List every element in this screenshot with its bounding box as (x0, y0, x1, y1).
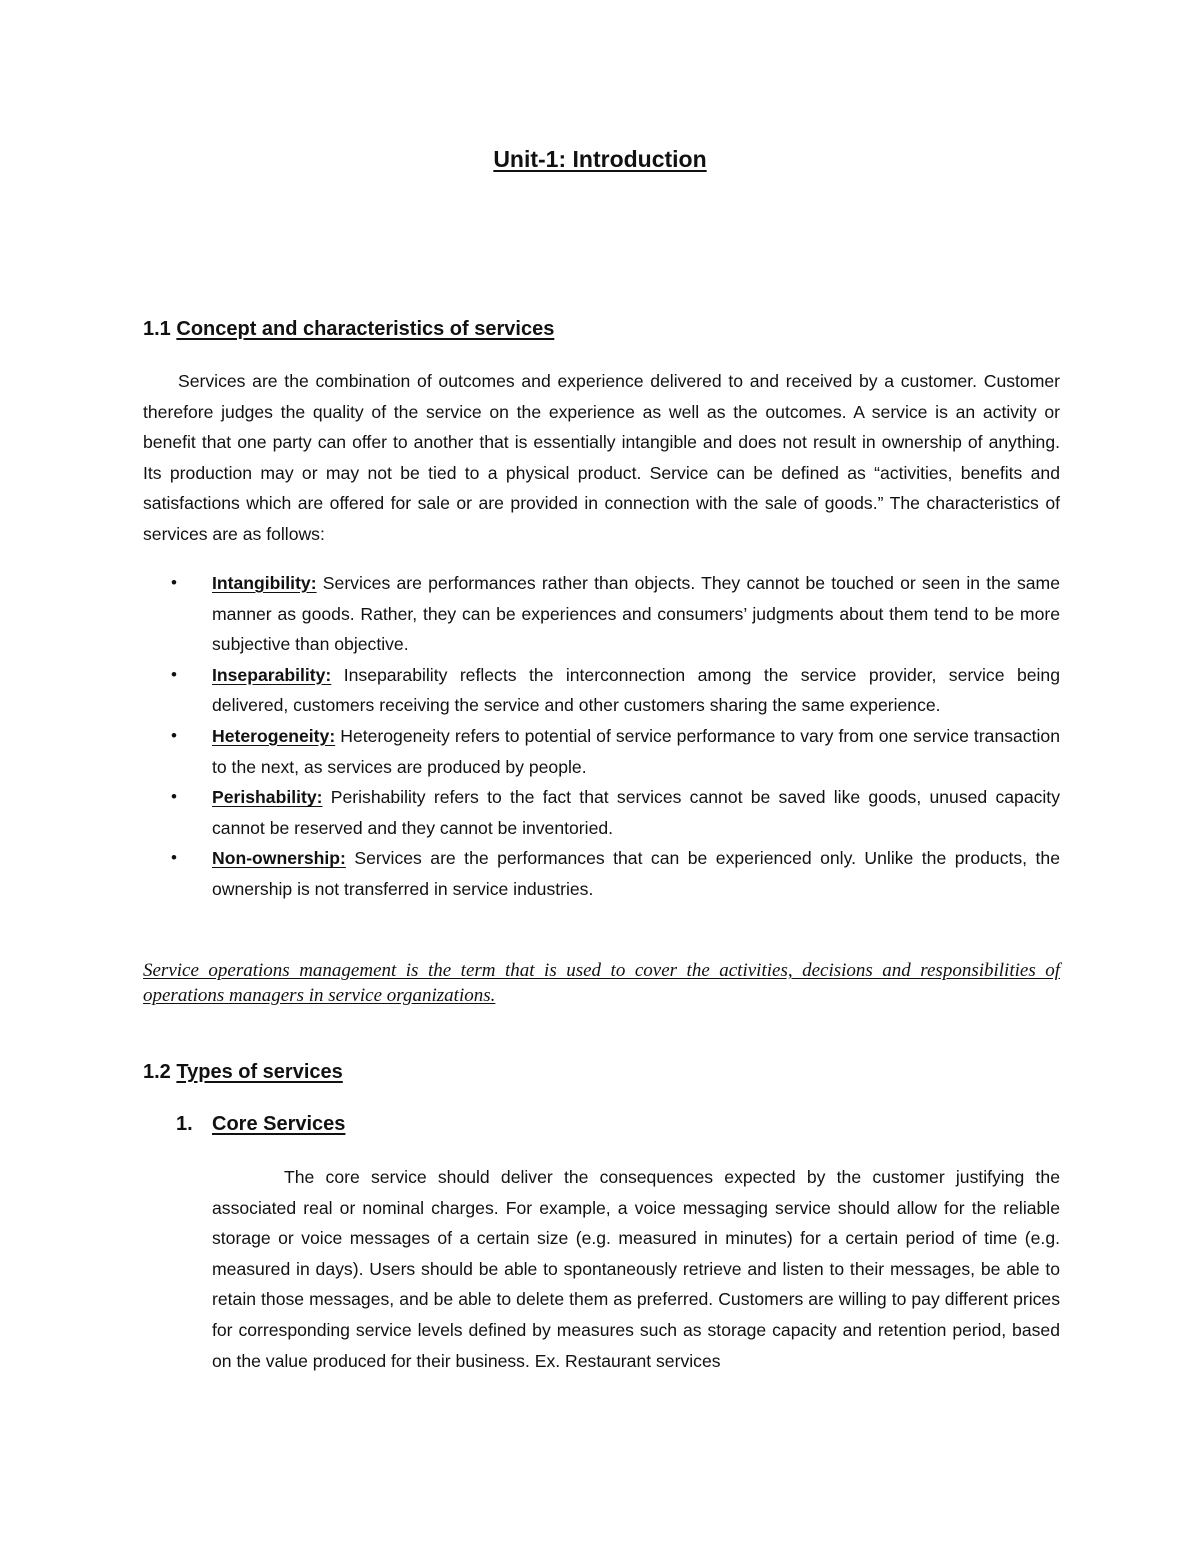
bullet-icon: • (171, 725, 177, 745)
list-item (143, 721, 1060, 782)
characteristic-text: Services are the performances that can be experienced only. Unlike the products, the ownership is not transferred in service industries. (212, 848, 1060, 899)
list-item (143, 782, 1060, 843)
subsection-heading-core-services (176, 1110, 345, 1138)
characteristic-text: Services are performances rather than objects. They cannot be touched or seen in the same manner as goods. Rather, they can be experiences and consumers’ judgments about them tend to be more subjective than objective. (212, 573, 1060, 655)
characteristic-text: Heterogeneity refers to potential of service performance to vary from one service transaction to the next, as services are produced by people. (212, 725, 1060, 777)
characteristic-text: Inseparability reflects the interconnection among the service provider, service being delivered, customers receiving the service and other customers sharing the same experience. (212, 664, 1060, 716)
characteristics-list (143, 568, 1060, 905)
subsection-title: Core Services (212, 1113, 346, 1135)
characteristic-term: Intangibility: (212, 573, 317, 593)
bullet-icon: • (171, 573, 177, 592)
bullet-icon: • (171, 787, 177, 807)
definition-note: Service operations management is the term that is used to cover the activities, decisions and responsibilities of operations managers in service organizations. (143, 960, 1060, 1006)
section-number: 1.2 (143, 1061, 171, 1083)
characteristic-term: Perishability: (212, 787, 323, 808)
characteristic-term: Heterogeneity: (212, 725, 336, 746)
bullet-icon: • (171, 664, 177, 684)
characteristic-term: Non-ownership: (212, 848, 346, 869)
section-heading-1-2 (143, 1058, 343, 1086)
list-item (143, 660, 1060, 721)
page-title: Unit-1: Introduction (493, 146, 707, 172)
section-1-1-paragraph: Services are the combination of outcomes and experience delivered to and received by a customer. Customer therefore judges the quality of the service on the experience as well as the outcomes. A service is an activity or benefit that one party can offer to another that is essentially intangible and does not result in ownership of anything. Its production may or may not be tied to a physical product. Service can be defined as “activities, benefits and satisfactions which are offered for sale or are provided in connection with the sale of goods.” The characteristics of services are as follows: (143, 371, 1060, 544)
list-item (143, 843, 1060, 904)
section-heading-1-1 (143, 315, 554, 343)
list-item (143, 568, 1060, 660)
section-title: Types of services (176, 1061, 343, 1083)
characteristic-term: Inseparability: (212, 664, 332, 685)
bullet-icon: • (171, 848, 177, 868)
section-title: Concept and characteristics of services (176, 318, 555, 340)
subsection-number: 1. (176, 1113, 193, 1135)
core-services-paragraph: The core service should deliver the consequences expected by the customer justifying the associated real or nominal charges. For example, a voice messaging service should allow for the reliable storage or voice messages of a certain size (e.g. measured in minutes) for a certain period of time (e.g. measured in days). Users should be able to spontaneously retrieve and listen to their messages, be able to retain those messages, and be able to delete them as preferred. Customers are willing to pay different prices for corresponding service levels defined by measures such as storage capacity and retention period, based on the value produced for their business. Ex. Restaurant services (212, 1167, 1060, 1371)
characteristic-text: Perishability refers to the fact that services cannot be saved like goods, unused capacity cannot be reserved and they cannot be inventoried. (212, 787, 1060, 838)
section-number: 1.1 (143, 318, 171, 340)
